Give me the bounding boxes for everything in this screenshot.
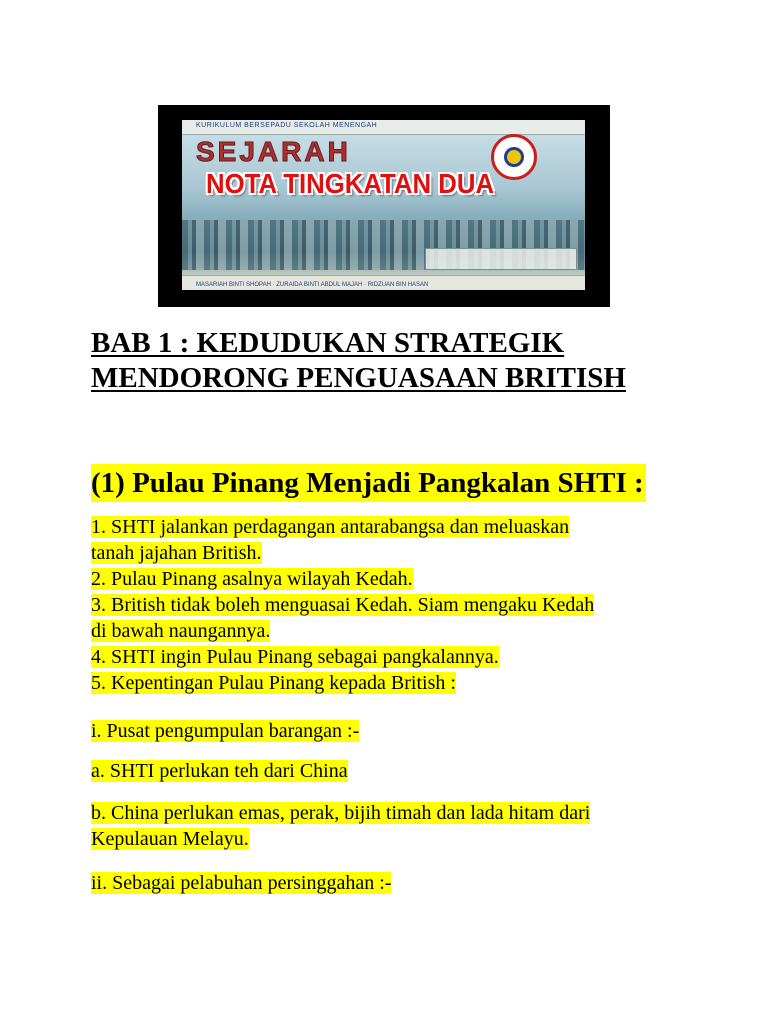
school-logo-icon	[491, 134, 537, 180]
sub-point-b-line-2: Kepulauan Melayu.	[91, 828, 249, 850]
chapter-heading-line-2: MENDORONG PENGUASAAN BRITISH	[91, 362, 626, 394]
sub-point-a	[91, 758, 691, 784]
cover-series: SEJARAH	[196, 136, 351, 167]
cover-title: NOTA TINGKATAN DUA	[206, 168, 495, 199]
points-paragraph	[91, 514, 691, 696]
point-line-6: 4. SHTI ingin Pulau Pinang sebagai pangkalannya.	[91, 646, 499, 668]
cover-label-box	[425, 248, 577, 270]
sub-point-ii-text: ii. Sebagai pelabuhan persinggahan :-	[91, 872, 392, 894]
cover-authors: MASARIAH BINTI SHOPAH · ZURAIDA BINTI ABDUL MAJAH · RIDZUAN BIN HASAN	[196, 282, 429, 288]
point-line-5: di bawah naungannya.	[91, 620, 271, 642]
sub-point-a-text: a. SHTI perlukan teh dari China	[91, 760, 348, 782]
point-line-3: 2. Pulau Pinang asalnya wilayah Kedah.	[91, 568, 413, 590]
sub-point-i	[91, 718, 691, 744]
point-line-1: 1. SHTI jalankan perdagangan antarabangsa dan meluaskan	[91, 516, 570, 538]
cover-image	[182, 120, 585, 290]
point-line-2: tanah jajahan British.	[91, 542, 262, 564]
point-line-4: 3. British tidak boleh menguasai Kedah. Siam mengaku Kedah	[91, 594, 595, 616]
sub-point-b	[91, 800, 691, 852]
sub-point-i-text: i. Pusat pengumpulan barangan :-	[91, 720, 360, 742]
sub-point-ii	[91, 870, 691, 896]
chapter-heading	[91, 326, 711, 396]
chapter-heading-line-1: BAB 1 : KEDUDUKAN STRATEGIK	[91, 327, 565, 359]
cover-curriculum: KURIKULUM BERSEPADU SEKOLAH MENENGAH	[196, 122, 378, 129]
point-line-7: 5. Kepentingan Pulau Pinang kepada British :	[91, 672, 456, 694]
sub-point-b-line-1: b. China perlukan emas, perak, bijih timah dan lada hitam dari	[91, 802, 591, 824]
section-heading: (1) Pulau Pinang Menjadi Pangkalan SHTI :	[91, 464, 646, 502]
